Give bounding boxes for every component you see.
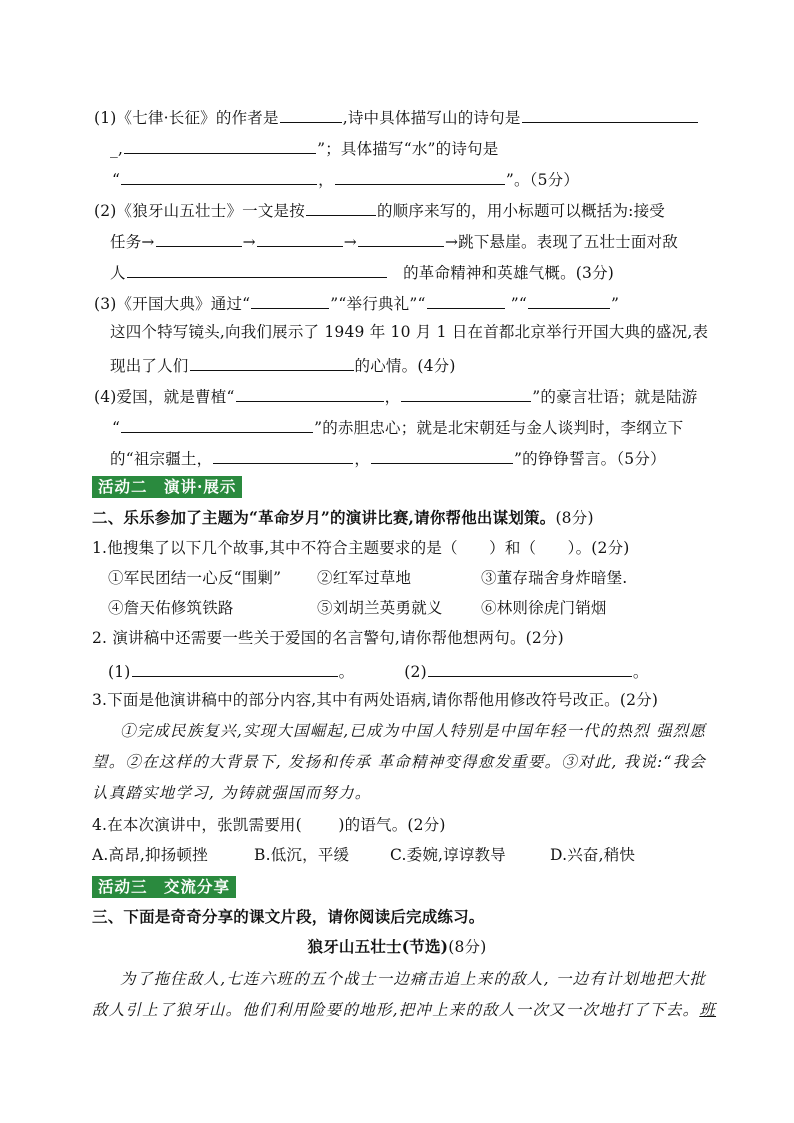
option-5: ⑤刘胡兰英勇就义 bbox=[317, 599, 443, 617]
q2-line-1: (2)《狼牙山五壮士》一文是按 的顺序来写的，用小标题可以概括为:接受 bbox=[94, 193, 665, 223]
answer-blank[interactable] bbox=[358, 224, 444, 247]
answer-blank[interactable] bbox=[401, 379, 531, 402]
answer-blank[interactable] bbox=[528, 286, 610, 309]
answer-blank[interactable] bbox=[428, 654, 632, 677]
q1-line-2: _, ”；具体描写“水”的诗句是 bbox=[110, 131, 498, 161]
q4-line-2: “ ”的赤胆忠心；就是北宋朝廷与金人谈判时，李纲立下 bbox=[112, 410, 683, 440]
answer-blank[interactable] bbox=[124, 131, 316, 154]
choice-c: C.委婉,谆谆教导 bbox=[390, 846, 506, 864]
answer-blank[interactable] bbox=[251, 286, 329, 309]
answer-blank[interactable] bbox=[280, 100, 342, 123]
answer-blank[interactable] bbox=[335, 162, 505, 185]
options-row-1 bbox=[108, 563, 627, 593]
choices-row bbox=[92, 840, 635, 870]
choice-b: B.低沉，平缓 bbox=[254, 846, 350, 864]
answer-blank[interactable] bbox=[121, 162, 317, 185]
options-row-2 bbox=[108, 593, 607, 623]
q2-line-3: 人 的革命精神和英雄气概。(3分) bbox=[110, 255, 614, 285]
q3-line-3: 现出了人们 的心情。(4分) bbox=[110, 348, 456, 378]
activity-2-banner: 活动二 演讲·展示 bbox=[92, 472, 242, 502]
speech-excerpt-line-1: ①完成民族复兴,实现大国崛起,已成为中国人特别是中国年轻一代的热烈 强烈愿 bbox=[120, 722, 707, 740]
option-1: ①军民团结一心反“围剿” bbox=[108, 569, 282, 587]
part-2-q1: 1.他搜集了以下几个故事,其中不符合主题要求的是（ ）和（ ）。(2分) bbox=[92, 539, 630, 557]
speech-excerpt-line-3: 认真踏实地学习, 为铸就强国而努力。 bbox=[92, 784, 372, 802]
option-6: ⑥林则徐虎门销烟 bbox=[481, 599, 607, 617]
choice-d: D.兴奋,稍快 bbox=[550, 846, 636, 864]
option-3: ③董存瑞舍身炸暗堡. bbox=[481, 569, 628, 587]
part-2-q3: 3.下面是他演讲稿中的部分内容,其中有两处语病,请你帮他用修改符号改正。(2分) bbox=[92, 691, 659, 709]
answer-blank[interactable] bbox=[522, 100, 698, 123]
choice-a: A.高昂,抑扬顿挫 bbox=[92, 846, 208, 864]
q3-line-1: (3)《开国大典》通过“ ”“举行典礼”“ ”“ ” bbox=[94, 286, 619, 316]
passage-title: 狼牙山五壮士(节选)(8分) bbox=[307, 937, 487, 956]
passage-line-1: 为了拖住敌人,七连六班的五个战士一边痛击追上来的敌人, 一边有计划地把大批 bbox=[120, 970, 707, 988]
q2-line-2: 任务→ → → →跳下悬崖。表现了五壮士面对敌 bbox=[110, 224, 678, 254]
answer-blank[interactable] bbox=[132, 654, 338, 677]
answer-blank[interactable] bbox=[306, 193, 376, 216]
option-4: ④詹天佑修筑铁路 bbox=[108, 599, 234, 617]
answer-blank[interactable] bbox=[121, 410, 313, 433]
answer-blank[interactable] bbox=[190, 348, 354, 371]
answer-blank[interactable] bbox=[371, 441, 513, 464]
speech-excerpt-line-2: 望。②在这样的大背景下, 发扬和传承 革命精神变得愈发重要。③对此, 我说:“我会 bbox=[92, 753, 706, 771]
q3-line-2: 这四个特写镜头,向我们展示了 1949 年 10 月 1 日在首都北京举行开国大典的盛况,表 bbox=[110, 323, 709, 341]
answer-blank[interactable] bbox=[127, 255, 387, 278]
q4-line-3: 的“祖宗疆土， ， ”的铮铮誓言。（5分） bbox=[110, 441, 666, 471]
answer-blank[interactable] bbox=[156, 224, 242, 247]
option-2: ②红军过草地 bbox=[317, 569, 412, 587]
answer-blank[interactable] bbox=[427, 286, 505, 309]
q4-line-1: (4)爱国，就是曹植“ ， ”的豪言壮语；就是陆游 bbox=[94, 379, 697, 409]
answer-blank[interactable] bbox=[213, 441, 353, 464]
q1-line-1: (1)《七律·长征》的作者是 ,诗中具体描写山的诗句是 bbox=[94, 100, 699, 130]
activity-3-banner: 活动三 交流分享 bbox=[92, 872, 236, 902]
passage-line-2: 敌人引上了狼牙山。他们利用险要的地形,把冲上来的敌人一次又一次地打了下去。班 bbox=[92, 1001, 717, 1019]
answer-blank[interactable] bbox=[236, 379, 384, 402]
answer-blank[interactable] bbox=[257, 224, 343, 247]
part-2-q2-answers: (1) 。 (2) 。 bbox=[108, 654, 649, 684]
q1-line-3: “ ， ”。（5分） bbox=[112, 162, 579, 192]
part-2-q4: 4.在本次演讲中，张凯需要用( )的语气。(2分) bbox=[92, 816, 446, 834]
part-3-heading: 三、下面是奇奇分享的课文片段，请你阅读后完成练习。 bbox=[92, 907, 485, 926]
part-2-heading: 二、乐乐参加了主题为“革命岁月”的演讲比赛,请你帮他出谋划策。(8分) bbox=[92, 508, 594, 527]
part-2-q2: 2. 演讲稿中还需要一些关于爱国的名言警句,请你帮他想两句。(2分) bbox=[92, 629, 564, 647]
